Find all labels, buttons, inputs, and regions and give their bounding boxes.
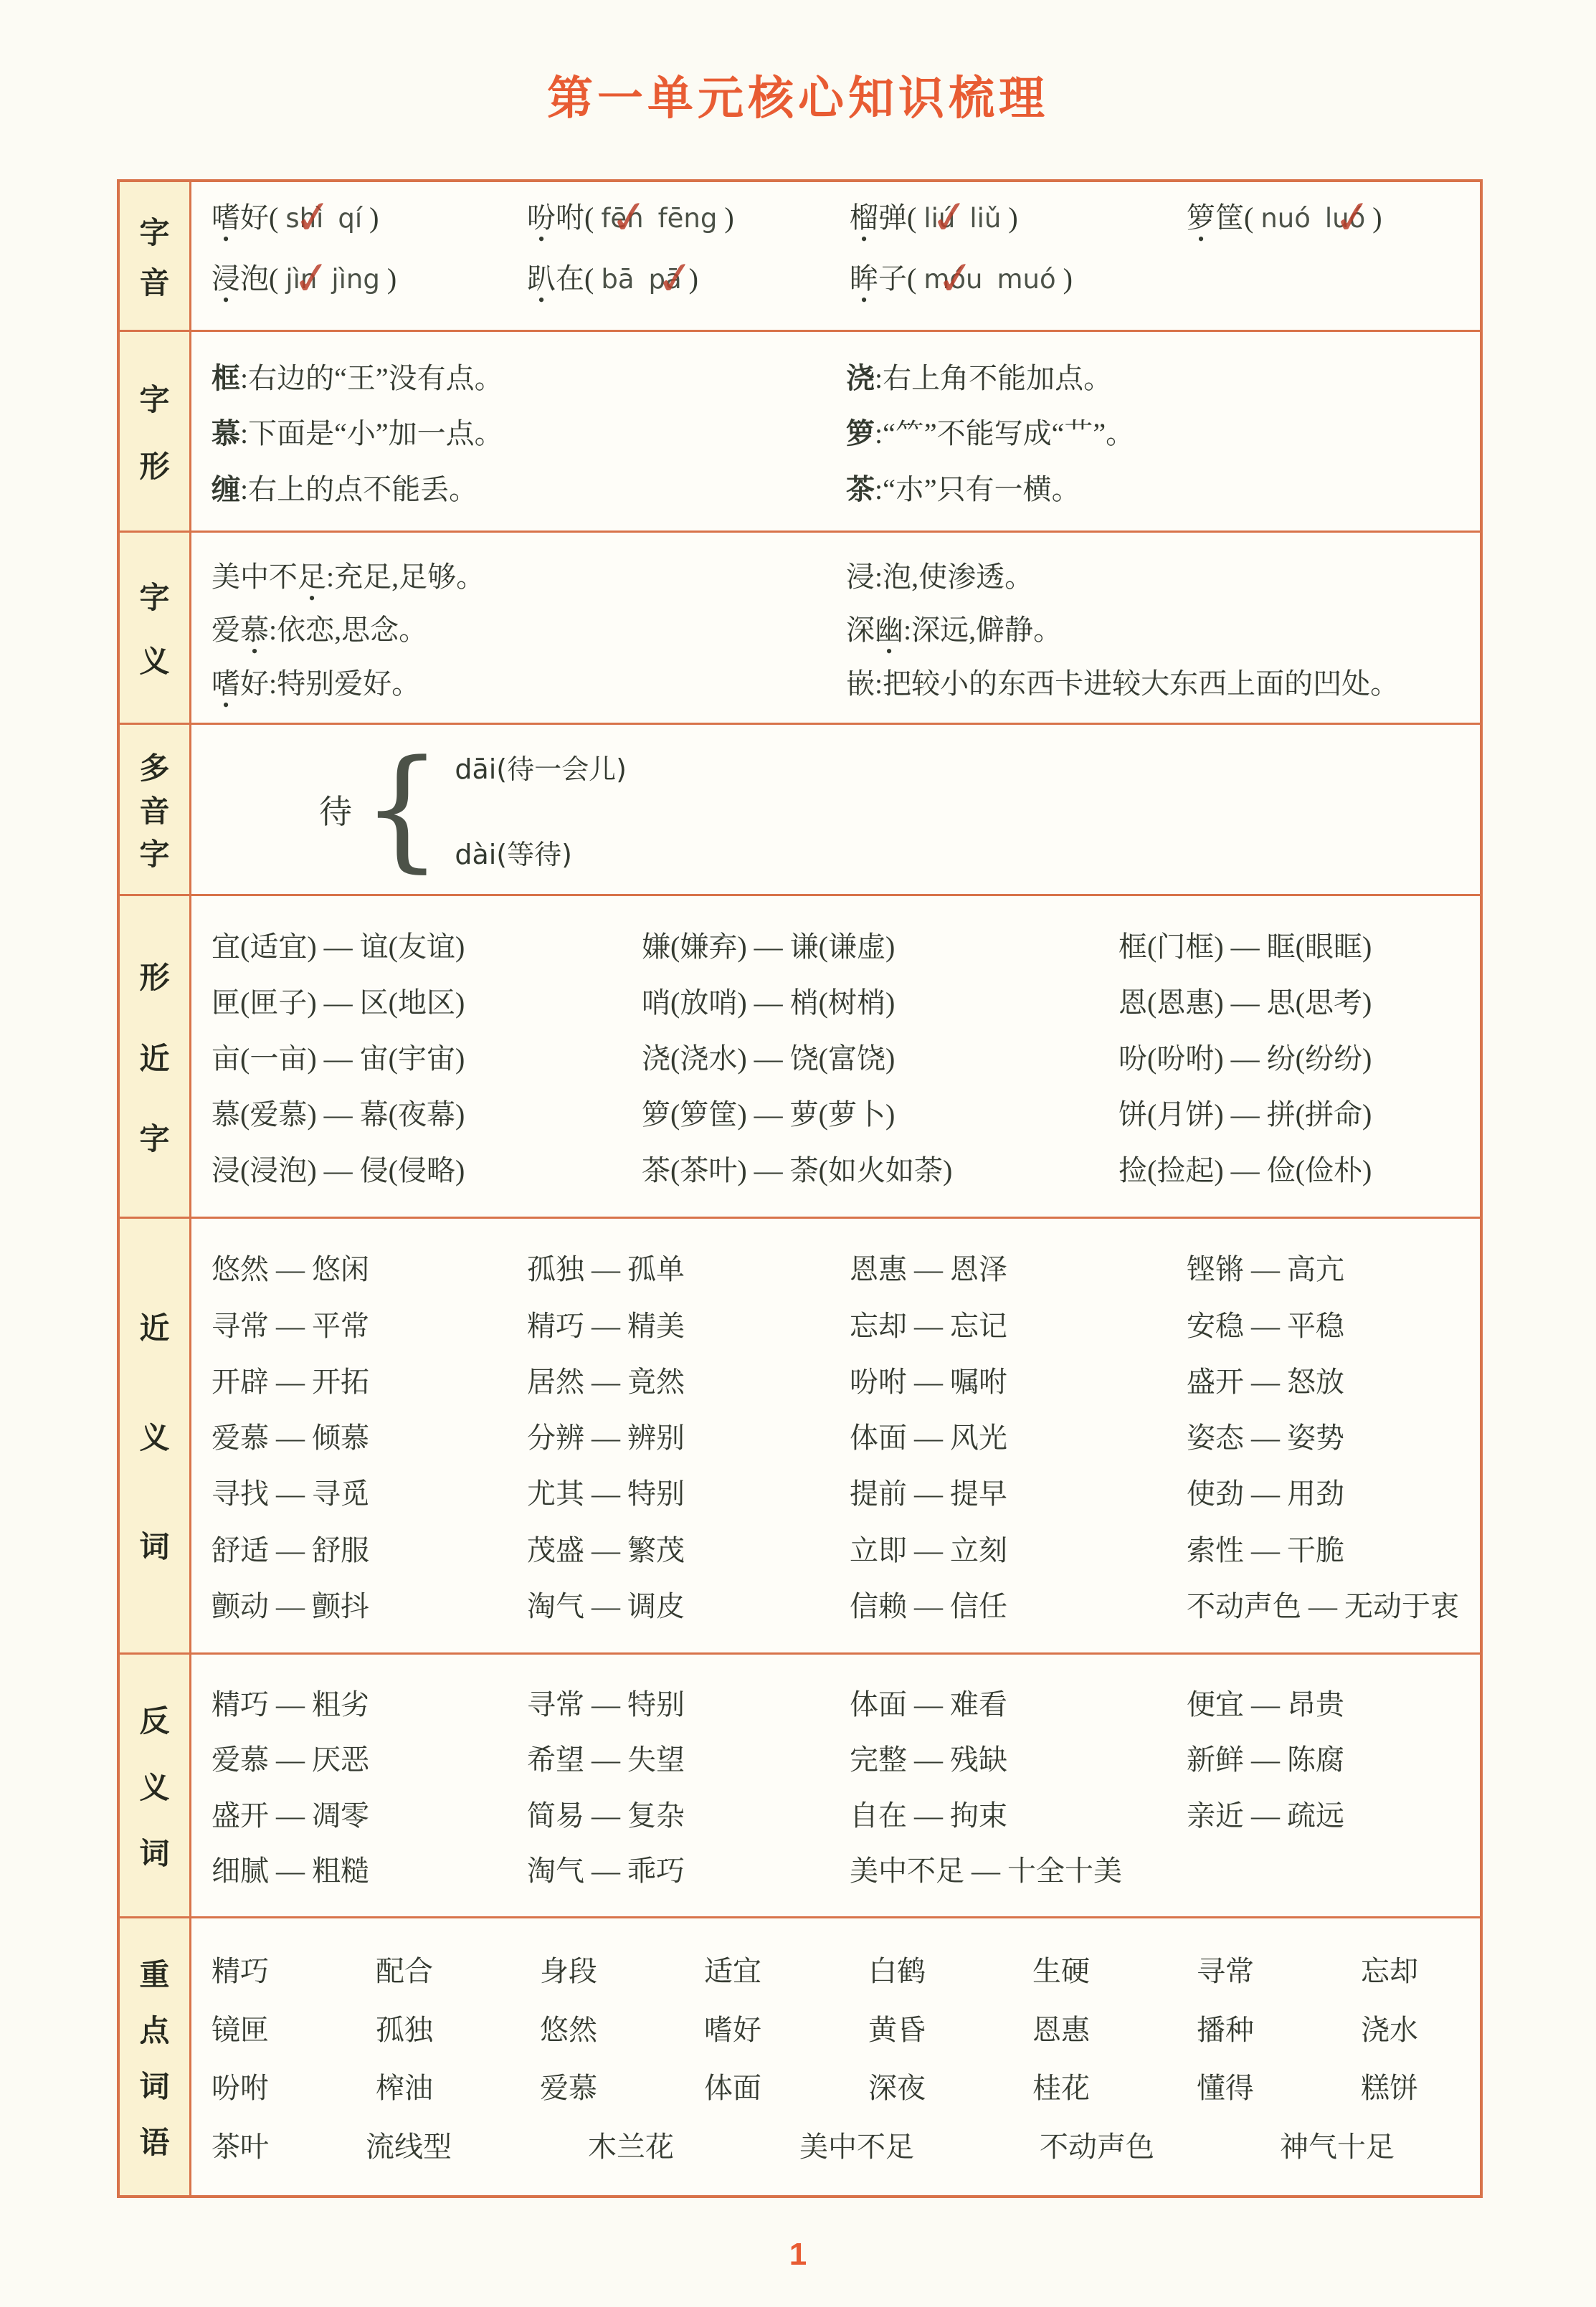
- pair-item: 吩(吩咐) — 纷(纷纷): [1118, 1042, 1372, 1075]
- word-item: 镜匣: [212, 2013, 269, 2046]
- pair-item: 信赖 — 信任: [850, 1589, 1007, 1622]
- word-item: 茶叶: [212, 2130, 269, 2163]
- pair-item: 不动声色 — 无动于衷: [1187, 1589, 1459, 1622]
- definition: 深幽:深远,僻静。: [846, 603, 1460, 652]
- section-label-char: 字: [139, 384, 170, 417]
- character-note: 缠:右上的点不能丢。: [212, 472, 478, 505]
- section-label-char: 词: [139, 1837, 170, 1871]
- section-label-char: 形: [139, 451, 170, 485]
- pinyin-option: fēng: [657, 203, 718, 234]
- pair-item: 立即 — 立刻: [850, 1533, 1007, 1566]
- pair-item: 框(门框) — 眶(眼眶): [1118, 931, 1372, 963]
- pair-item: 寻常 — 特别: [527, 1688, 685, 1721]
- pair-item: 精巧 — 精美: [527, 1309, 685, 1342]
- definition: 嵌:把较小的东西卡进较大东西上面的凹处。: [846, 667, 1400, 700]
- words-line: [212, 2007, 1460, 2048]
- pair-item: 盛开 — 凋零: [212, 1799, 369, 1832]
- section-zhongdian: [120, 1918, 1480, 2195]
- pairs-line: [212, 1528, 1460, 1569]
- pair-item: 亩(一亩) — 宙(宇宙): [212, 1042, 465, 1075]
- definition: 浸:泡,使渗透。: [846, 560, 1034, 593]
- word-item: 播种: [1197, 2013, 1254, 2046]
- notes-line: [212, 462, 1460, 512]
- word-item: 嗜好: [704, 2013, 761, 2046]
- polyphone-readings: [455, 747, 627, 872]
- word-item: 榨油: [376, 2072, 433, 2105]
- pairs-line: [212, 1793, 1460, 1834]
- word-item: 体面: [704, 2072, 761, 2105]
- pinyin-option: nuó: [1260, 203, 1311, 234]
- section-duoyinzi: [120, 725, 1480, 896]
- word-item: 浇水: [1361, 2013, 1418, 2046]
- pair-item: 爱慕 — 厌恶: [212, 1744, 369, 1776]
- note-head-char: 慕: [212, 417, 240, 449]
- emphasis-dot-char: 眸: [850, 262, 878, 295]
- pinyin-option-checked: shì ✓: [285, 203, 323, 234]
- pairs-line: [212, 1584, 1460, 1625]
- emphasis-dot-char: 嗜: [212, 667, 240, 700]
- pinyin-item: 浸泡( jìn ✓ jìng ): [212, 256, 527, 317]
- knowledge-table: [117, 179, 1483, 2198]
- section-label-char: 反: [139, 1706, 170, 1739]
- section-label-char: 词: [139, 2071, 170, 2104]
- defs-line: [212, 550, 1460, 599]
- word-item: 吩咐: [212, 2072, 269, 2105]
- section-xingjinzi: [120, 896, 1480, 1219]
- words-line: [212, 1949, 1460, 1989]
- word-item: 黄昏: [868, 2013, 926, 2046]
- emphasis-dot-char: 箩: [1187, 201, 1215, 234]
- pair-item: 姿态 — 姿势: [1187, 1422, 1344, 1454]
- note-head-char: 缠: [212, 472, 240, 505]
- word-item: 流线型: [366, 2130, 452, 2163]
- note-head-char: 框: [212, 361, 240, 394]
- pair-item: 开辟 — 开拓: [212, 1365, 369, 1398]
- pinyin-line: [212, 256, 1460, 317]
- pinyin-option: muó: [997, 264, 1056, 295]
- pair-item: 浇(浇水) — 饶(富饶): [642, 1042, 896, 1075]
- section-label-char: 点: [139, 2015, 170, 2048]
- pair-item: 索性 — 干脆: [1187, 1533, 1344, 1566]
- pairs-line: [212, 980, 1460, 1021]
- pair-item: 嫌(嫌弃) — 谦(谦虚): [642, 931, 896, 963]
- pair-item: 匣(匣子) — 区(地区): [212, 986, 465, 1019]
- section-label-char: 重: [139, 1959, 170, 1992]
- word-item: 配合: [376, 1955, 433, 1988]
- pair-item: 体面 — 风光: [850, 1422, 1007, 1454]
- note-head-char: 浇: [846, 361, 875, 394]
- pinyin-item: 榴弹( liú ✓ liǔ ): [850, 195, 1187, 256]
- pair-item: 安稳 — 平稳: [1187, 1309, 1344, 1342]
- pair-item: 体面 — 难看: [850, 1688, 1007, 1721]
- pair-item: 淘气 — 乖巧: [527, 1854, 685, 1887]
- pair-item: 慕(爱慕) — 幕(夜幕): [212, 1098, 465, 1131]
- word-item: 深夜: [868, 2072, 926, 2105]
- character-note: 茶:“朩”只有一横。: [846, 472, 1080, 505]
- word-item: 懂得: [1197, 2072, 1254, 2105]
- section-label: [120, 332, 191, 531]
- pinyin-option-checked: jìn ✓: [285, 264, 317, 295]
- pair-item: 铿锵 — 高亢: [1187, 1253, 1344, 1286]
- defs-line: [212, 603, 1460, 652]
- pair-item: 孤独 — 孤单: [527, 1253, 685, 1286]
- page-number: 1: [789, 2237, 807, 2272]
- pair-item: 美中不足 — 十全十美: [850, 1854, 1122, 1887]
- pinyin-option: liǔ: [969, 203, 1002, 234]
- pair-item: 哨(放哨) — 梢(树梢): [642, 986, 896, 1019]
- pair-item: 箩(箩筐) — 萝(萝卜): [642, 1098, 896, 1131]
- pinyin-option-checked: móu ✓: [923, 264, 982, 295]
- pair-item: 捡(捡起) — 俭(俭朴): [1118, 1154, 1372, 1186]
- brace-glyph: {: [362, 733, 442, 886]
- character-note: 箩:“⺮”不能写成“艹”。: [846, 417, 1135, 449]
- pair-item: 提前 — 提早: [850, 1478, 1007, 1511]
- pairs-line: [212, 1737, 1460, 1778]
- character-note: 浇:右上角不能加点。: [846, 361, 1113, 394]
- emphasis-dot-char: 慕: [240, 614, 269, 646]
- pinyin-item: 嗜好( shì ✓ qí ): [212, 195, 527, 256]
- pinyin-line: [212, 195, 1460, 256]
- note-head-char: 茶: [846, 472, 875, 505]
- section-content: [191, 1655, 1480, 1916]
- character-note: 框:右边的“王”没有点。: [212, 361, 503, 394]
- pinyin-option: jìng: [331, 264, 380, 295]
- pair-item: 颤动 — 颤抖: [212, 1589, 369, 1622]
- pair-item: 爱慕 — 倾慕: [212, 1422, 369, 1454]
- pair-item: 便宜 — 昂贵: [1187, 1688, 1344, 1721]
- pair-item: 尤其 — 特别: [527, 1478, 685, 1511]
- pair-item: 寻找 — 寻觅: [212, 1478, 369, 1511]
- section-content: [191, 1219, 1480, 1652]
- word-item: 白鹤: [868, 1955, 926, 1988]
- pair-item: 亲近 — 疏远: [1187, 1799, 1344, 1832]
- page-title: 第一单元核心知识梳理: [547, 72, 1049, 124]
- pair-item: 新鲜 — 陈腐: [1187, 1744, 1344, 1776]
- pair-item: 茂盛 — 繁茂: [527, 1533, 685, 1566]
- section-label-char: 字: [139, 217, 170, 250]
- word-item: 悠然: [540, 2013, 597, 2046]
- section-label: [120, 725, 191, 894]
- pinyin-item: 箩筐( nuó luó ✓ ): [1187, 195, 1460, 256]
- pair-item: 宜(适宜) — 谊(友谊): [212, 931, 465, 963]
- pair-item: 吩咐 — 嘱咐: [850, 1365, 1007, 1398]
- pinyin-option: bā: [601, 264, 635, 295]
- pair-item: 居然 — 竟然: [527, 1365, 685, 1398]
- emphasis-dot-char: 嗜: [212, 201, 240, 234]
- word-item: 美中不足: [799, 2130, 914, 2163]
- word-item: 神气十足: [1280, 2130, 1395, 2163]
- section-label: [120, 1219, 191, 1652]
- character-note: 慕:下面是“小”加一点。: [212, 417, 503, 449]
- pair-item: 简易 — 复杂: [527, 1799, 685, 1832]
- section-fanyici: [120, 1655, 1480, 1918]
- pair-item: 分辨 — 辨别: [527, 1422, 685, 1454]
- section-ziyi: [120, 533, 1480, 725]
- word-item: 忘却: [1361, 1955, 1418, 1988]
- section-content: [191, 182, 1480, 330]
- pair-item: 恩(恩惠) — 思(思考): [1118, 986, 1372, 1019]
- section-label: [120, 182, 191, 330]
- section-label-char: 义: [139, 646, 170, 680]
- pairs-line: [212, 924, 1460, 965]
- pair-item: 淘气 — 调皮: [527, 1589, 685, 1622]
- pair-item: 恩惠 — 恩泽: [850, 1253, 1007, 1286]
- words-line: [212, 2124, 1460, 2165]
- pinyin-option-checked: liú ✓: [923, 203, 955, 234]
- note-head-char: 箩: [846, 417, 875, 449]
- emphasis-dot-char: 趴: [527, 262, 556, 295]
- section-label: [120, 896, 191, 1217]
- pair-item: 悠然 — 悠闲: [212, 1253, 369, 1286]
- section-label-char: 义: [139, 1422, 170, 1455]
- pinyin-option-checked: fēn ✓: [601, 203, 643, 234]
- pair-item: 使劲 — 用劲: [1187, 1478, 1344, 1511]
- word-item: 身段: [540, 1955, 597, 1988]
- polyphone-char: 待: [319, 794, 352, 830]
- pair-item: 盛开 — 怒放: [1187, 1365, 1344, 1398]
- pair-item: 茶(茶叶) — 荼(如火如荼): [642, 1154, 953, 1186]
- pair-item: 细腻 — 粗糙: [212, 1854, 369, 1887]
- pairs-line: [212, 1247, 1460, 1288]
- pairs-line: [212, 1848, 1460, 1889]
- pair-item: 浸(浸泡) — 侵(侵略): [212, 1154, 465, 1186]
- section-label: [120, 533, 191, 723]
- emphasis-dot-char: 吩: [527, 201, 556, 234]
- pair-item: 精巧 — 粗劣: [212, 1688, 369, 1721]
- section-content: [191, 1918, 1480, 2195]
- pair-item: 饼(月饼) — 拼(拼命): [1118, 1098, 1372, 1131]
- pairs-line: [212, 1359, 1460, 1400]
- pinyin-item: 吩咐( fēn ✓ fēng ): [527, 195, 850, 256]
- pinyin-option-checked: luó ✓: [1325, 203, 1365, 234]
- defs-line: [212, 657, 1460, 706]
- section-label-char: 形: [139, 961, 170, 995]
- section-label: [120, 1655, 191, 1916]
- word-item: 适宜: [704, 1955, 761, 1988]
- emphasis-dot-char: 浸: [212, 262, 240, 295]
- section-jinyici: [120, 1219, 1480, 1655]
- word-item: 不动声色: [1040, 2130, 1154, 2163]
- polyphone-reading: dāi(待一会儿): [455, 753, 627, 785]
- section-label-char: 音: [139, 796, 170, 829]
- pairs-line: [212, 1471, 1460, 1512]
- pinyin-item: 眸子( móu ✓ muó ): [850, 256, 1187, 317]
- section-label-char: 字: [139, 1123, 170, 1157]
- words-line: [212, 2065, 1460, 2106]
- section-label-char: 语: [139, 2127, 170, 2160]
- emphasis-dot-char: 足: [298, 560, 326, 593]
- section-label-char: 字: [139, 839, 170, 872]
- pair-item: 忘却 — 忘记: [850, 1309, 1007, 1342]
- section-ziyin: [120, 182, 1480, 332]
- emphasis-dot-char: 幽: [875, 614, 903, 646]
- pair-item: 完整 — 残缺: [850, 1744, 1007, 1776]
- pair-item: 寻常 — 平常: [212, 1309, 369, 1342]
- section-zixing: [120, 332, 1480, 533]
- pinyin-option: qí: [338, 203, 363, 234]
- section-content: [191, 725, 1480, 894]
- pairs-line: [212, 1682, 1460, 1723]
- section-label-char: 义: [139, 1771, 170, 1805]
- emphasis-dot-char: 榴: [850, 201, 878, 234]
- polyphone-entry: [319, 733, 1460, 886]
- section-content: [191, 896, 1480, 1217]
- section-label: [120, 1918, 191, 2195]
- section-label-char: 音: [139, 267, 170, 300]
- section-label-char: 多: [139, 753, 170, 786]
- notes-line: [212, 351, 1460, 401]
- definition: 美中不足:充足,足够。: [212, 550, 846, 599]
- word-item: 孤独: [376, 2013, 433, 2046]
- word-item: 桂花: [1032, 2072, 1090, 2105]
- polyphone-reading: dài(等待): [455, 839, 572, 870]
- section-label-char: 近: [139, 1313, 170, 1346]
- word-item: 爱慕: [540, 2072, 597, 2105]
- word-item: 生硬: [1032, 1955, 1090, 1988]
- definition: 嗜好:特别爱好。: [212, 657, 846, 706]
- pairs-line: [212, 1303, 1460, 1344]
- word-item: 糕饼: [1361, 2072, 1418, 2105]
- word-item: 精巧: [212, 1955, 269, 1988]
- pinyin-option-checked: pā ✓: [649, 264, 682, 295]
- section-content: [191, 332, 1480, 531]
- section-label-char: 词: [139, 1531, 170, 1564]
- pairs-line: [212, 1092, 1460, 1133]
- notes-line: [212, 406, 1460, 456]
- word-item: 恩惠: [1032, 2013, 1090, 2046]
- word-item: 木兰花: [588, 2130, 674, 2163]
- word-item: 寻常: [1197, 1955, 1254, 1988]
- definition: 爱慕:依恋,思念。: [212, 603, 846, 652]
- pairs-line: [212, 1148, 1460, 1189]
- pair-item: 舒适 — 舒服: [212, 1533, 369, 1566]
- pairs-line: [212, 1415, 1460, 1456]
- section-label-char: 字: [139, 581, 170, 615]
- pairs-line: [212, 1036, 1460, 1077]
- section-label-char: 近: [139, 1042, 170, 1076]
- pinyin-item: 趴在( bā pā ✓ ): [527, 256, 850, 317]
- pair-item: 自在 — 拘束: [850, 1799, 1007, 1832]
- pair-item: 希望 — 失望: [527, 1744, 685, 1776]
- section-content: [191, 533, 1480, 723]
